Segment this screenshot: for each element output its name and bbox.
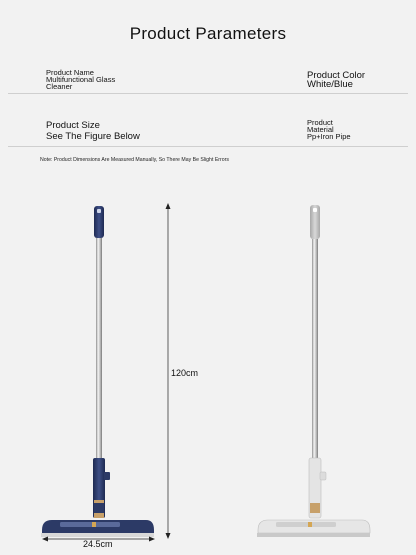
param-product-size-label: Product Size — [46, 120, 100, 131]
dimension-note: Note: Product Dimensions Are Measured Manually, So There May Be Slight Errors — [40, 157, 229, 163]
height-dimension-line — [166, 203, 171, 539]
blue-mop — [41, 206, 154, 537]
page-title: Product Parameters — [129, 24, 287, 43]
param-product-material-value: Pp+Iron Pipe — [307, 132, 351, 141]
white-mop — [257, 205, 370, 537]
param-product-name-label: Product Name — [46, 68, 94, 77]
height-dimension-label: 120cm — [171, 368, 199, 378]
param-product-color-value: White/Blue — [307, 79, 353, 90]
param-product-color-label: Product Color — [307, 70, 366, 81]
width-dimension-label: 24.5cm — [83, 539, 113, 549]
param-product-name-value-2: Cleaner — [46, 82, 73, 91]
param-product-material-label-1: Product — [307, 118, 333, 127]
param-product-size-value: See The Figure Below — [46, 131, 140, 142]
param-product-material-label-2: Material — [307, 125, 334, 134]
param-product-name-value-1: Multifunctional Glass — [46, 75, 116, 84]
